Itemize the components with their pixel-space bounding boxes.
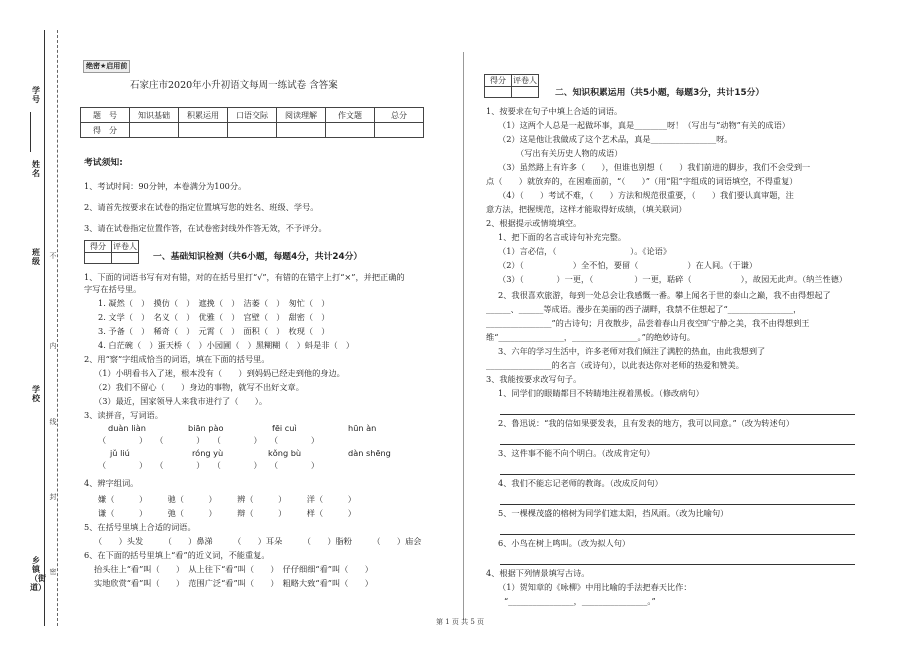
rewrite-prompt: 3、这件事不能不向个明白。（改成肯定句） (498, 448, 655, 458)
score-table-header: 知识基础 (130, 108, 179, 123)
grader-box-section1 (84, 240, 139, 264)
section2-line: （3）（ ）一更，（ ）一更，聒碎（ ），故园无此声。（纳兰性德） (498, 274, 848, 284)
rewrite-prompt: 6、小鸟在树上鸣叫。（改为拟人句） (498, 538, 631, 548)
section2-line: （1）言必信，（ ）。《论语》 (498, 246, 672, 256)
notice-item: 1、考试时间：90分钟，本卷满分为100分。 (84, 181, 247, 191)
class-label: 班级 (32, 248, 40, 266)
section2-line: 点（ ）就放弃的，在困难面前，“（ ）”（用“阻”字组成的词语填空，不得重复） (486, 176, 798, 186)
rewrite-prompt: 5、一棵棵茂盛的榕树为同学们遮太阳，挡风雨。（改为比喻句） (498, 508, 729, 518)
section2-line: （3）虽然路上有许多（ ），但谁也别想（ ）我们前进的脚步，我们不会受到一 (498, 162, 811, 172)
rewrite-prompt: 4、我们不能忘记老师的教诲。（改成反问句） (498, 478, 663, 488)
score-cell[interactable] (277, 123, 326, 138)
answer-line[interactable] (500, 444, 855, 445)
score-cell[interactable] (228, 123, 277, 138)
word-row: 2. 文学（ ） 名义（ ） 优雅（ ） 宫壁（ ） 甜密（ ） (98, 312, 330, 322)
grader-reviewer-cell[interactable] (511, 87, 538, 97)
name-label: 姓名 (32, 160, 40, 178)
section2-line: （1）贺知章的《咏柳》中用比喻的手法把春天比作： (498, 582, 692, 592)
score-table-header: 阅读理解 (277, 108, 326, 123)
column-divider (463, 52, 464, 620)
score-table-header: 题 号 (81, 108, 130, 123)
score-table-header-row (81, 108, 424, 123)
score-table-header: 口语交际 (228, 108, 277, 123)
score-cell[interactable] (179, 123, 228, 138)
section1-line: 5、在括号里填上合适的词语。 (84, 522, 196, 532)
grader-score-cell[interactable] (485, 87, 511, 97)
section2-line: 维“________________，________________。”的绝妙诗句。 (486, 332, 695, 342)
section2-line: ________________的名言（或诗句），以此表达你对老师的热爱和赞美。 (486, 360, 744, 370)
score-table-header: 积累运用 (179, 108, 228, 123)
pinyin: jǔ liú (110, 448, 130, 458)
answer-line[interactable] (500, 534, 855, 535)
section1-line: （2）我们不留心（ ）身边的事物，就写不出好文章。 (94, 382, 304, 392)
section1-title: 一、基础知识检测（共6小题，每题4分，共计24分） (153, 252, 363, 262)
section1-line: 1、下面的词语书写有对有错，对的在括号里打“√”，有错的在错字上打“×”，并把正确的 (84, 272, 405, 282)
township-label: 乡镇（街道） (30, 556, 46, 592)
section2-line: （写出有关历史人物的成语） (516, 148, 623, 158)
pinyin: fēi cuì (272, 423, 297, 433)
pinyin-answer-row[interactable]: （ ） （ ） （ ） （ ） (98, 460, 320, 470)
score-table-header: 作文题 (326, 108, 375, 123)
section1-line: 2、用“察”字组成恰当的词语，填在下面的括号里。 (84, 354, 270, 364)
student-id-label: 学号 (32, 86, 40, 104)
grader-box-section2 (484, 74, 539, 98)
section1-line: 4、辨字组词。 (84, 478, 139, 488)
student-id-blank[interactable] (30, 112, 31, 152)
score-cell[interactable] (375, 123, 424, 138)
answer-line[interactable] (500, 504, 855, 505)
section2-line: 2、根据提示或情境填空。 (486, 218, 582, 228)
grader-reviewer-cell[interactable] (111, 253, 138, 263)
word-row: 谦（ ） 弛（ ） 辩（ ） 样（ ） (98, 508, 356, 518)
section2-line: （2）这是他让我做成了这个艺术品，真是________________呀。 (498, 134, 733, 144)
score-table (80, 107, 424, 138)
pinyin-answer-row[interactable]: （ ） （ ） （ ） （ ） (98, 435, 320, 445)
seal-char: 不 (49, 252, 57, 260)
section2-line: 意方法，把握规范，这样才能取得好成绩，（填关联词） (486, 204, 687, 214)
rewrite-prompt: 1、同学们的眼睛都目不转睛地注视着黑板。（修改病句） (498, 388, 704, 398)
word-row: 3. 予备（ ） 稀奇（ ） 元霄（ ） 面积（ ） 枚现（ ） (98, 326, 330, 336)
score-cell[interactable] (326, 123, 375, 138)
word-row: 4. 白茫碗（ ）蛋天桥（ ）小园圃（ ）黑糊糊（ ）蚪是非（ ） (98, 340, 355, 350)
section2-line: “________________，________________。” (504, 596, 656, 606)
seal-char: 密 (49, 568, 57, 576)
pinyin: hūn àn (348, 423, 377, 433)
word-row: （ ）头发 （ ）鼻涕 （ ）耳朵 （ ）脂粉 （ ）庙会 (94, 536, 422, 546)
seal-dashed-line (57, 30, 58, 626)
answer-line[interactable] (500, 414, 855, 415)
word-row: 实地欣赏“看”叫（ ） 范围广泛“看”叫（ ） 粗略大致“看”叫（ ） (94, 578, 373, 588)
pinyin: duàn liàn (108, 423, 146, 433)
grader-reviewer-label: 评卷人 (513, 76, 537, 85)
word-row: 抬头往上“看”叫（ ） 从上往下“看”叫（ ） 仔仔细细“看”叫（ ） (94, 564, 373, 574)
section1-line: （3）最近，国家领导人来我市进行了（ ）。 (94, 396, 268, 406)
grader-score-label: 得分 (90, 242, 106, 251)
answer-line[interactable] (500, 564, 855, 565)
grader-reviewer-label: 评卷人 (113, 242, 137, 251)
notice-item: 2、请首先按要求在试卷的指定位置填写您的姓名、班级、学号。 (84, 202, 319, 212)
seal-char: 内 (49, 342, 57, 350)
section1-line: 字写在括号里。 (84, 284, 142, 294)
section2-line: 1、按要求在句子中填上合适的词语。 (486, 106, 623, 116)
section2-line: ______、______等成语。漫步在美丽的西子湖畔，我禁不住想起了“________________， (486, 304, 802, 314)
section2-line: （1）这两个人总是一起做坏事，真是________呀！（写出与“动物”有关的成语） (498, 120, 790, 130)
score-table-score-row (81, 123, 424, 138)
exam-title: 石家庄市2020年小升初语文每周一练试卷 含答案 (130, 80, 338, 91)
word-row: 1. 凝然（ ） 摸仿（ ） 遮挽（ ） 洁萎（ ） 匆忙（ ） (98, 298, 330, 308)
pinyin: róng yù (192, 448, 224, 458)
section2-line: ________________”的古诗句；月夜散步，品尝着春山月夜空旷宁静之美，我不由得想到王 (486, 318, 810, 328)
grader-score-cell[interactable] (85, 253, 111, 263)
page-footer: 第 1 页 共 5 页 (435, 618, 485, 626)
confidential-badge: 绝密★启用前 (83, 60, 130, 73)
seal-char: 封 (49, 493, 57, 501)
school-label: 学校 (32, 385, 40, 403)
rewrite-prompt: 2、鲁迅说：“我的信如果要发表，且有发表的地方，我可以同意。”（改为转述句） (498, 418, 795, 428)
seal-char: 线 (49, 418, 57, 426)
pinyin: kǒng bù (268, 448, 302, 458)
pinyin: dàn shēng (348, 448, 391, 458)
section2-title: 二、知识积累运用（共5小题，每题3分，共计15分） (555, 88, 765, 98)
notice-title: 考试须知: (84, 158, 123, 168)
grader-score-label: 得分 (490, 76, 506, 85)
pinyin: biān pào (188, 423, 224, 433)
section2-line: 4、根据下列情景填写古诗。 (486, 568, 590, 578)
section2-line: （2）（ ）全不怕，要留（ ）在人间。（于谦） (498, 260, 758, 270)
section2-line: 3、六年的学习生活中，许多老师对我们倾注了满腔的热血，由此我想到了 (498, 346, 766, 356)
section2-line: 2、我很喜欢旅游，每到一处总会让我感慨一番。攀上闻名于世的泰山之巅，我不由得想起了 (498, 290, 831, 300)
word-row: 嫌（ ） 驰（ ） 辨（ ） 洋（ ） (98, 494, 356, 504)
binding-line (44, 30, 45, 626)
section2-line: 1、把下面的名言或诗句补充完整。 (498, 232, 627, 242)
notice-item: 3、请在试卷指定位置作答，在试卷密封线外作答无效，不予评分。 (84, 223, 327, 233)
section2-line: （4）（ ）考试不难，（ ）方法和规范很重要，（ ）我们要认真审题，注 (498, 190, 794, 200)
score-cell[interactable] (130, 123, 179, 138)
score-table-header: 总分 (375, 108, 424, 123)
section1-line: （1）小明看书入了迷，根本没有（ ）到妈妈已经走到他的身边。 (94, 368, 345, 378)
score-row-label: 得 分 (81, 123, 130, 138)
section1-line: 6、在下面的括号里填上“看”的近义词，不能重复。 (84, 550, 270, 560)
answer-line[interactable] (500, 474, 855, 475)
section1-line: 3、读拼音，写词语。 (84, 410, 163, 420)
section2-line: 3、我能按要求改写句子。 (486, 374, 582, 384)
